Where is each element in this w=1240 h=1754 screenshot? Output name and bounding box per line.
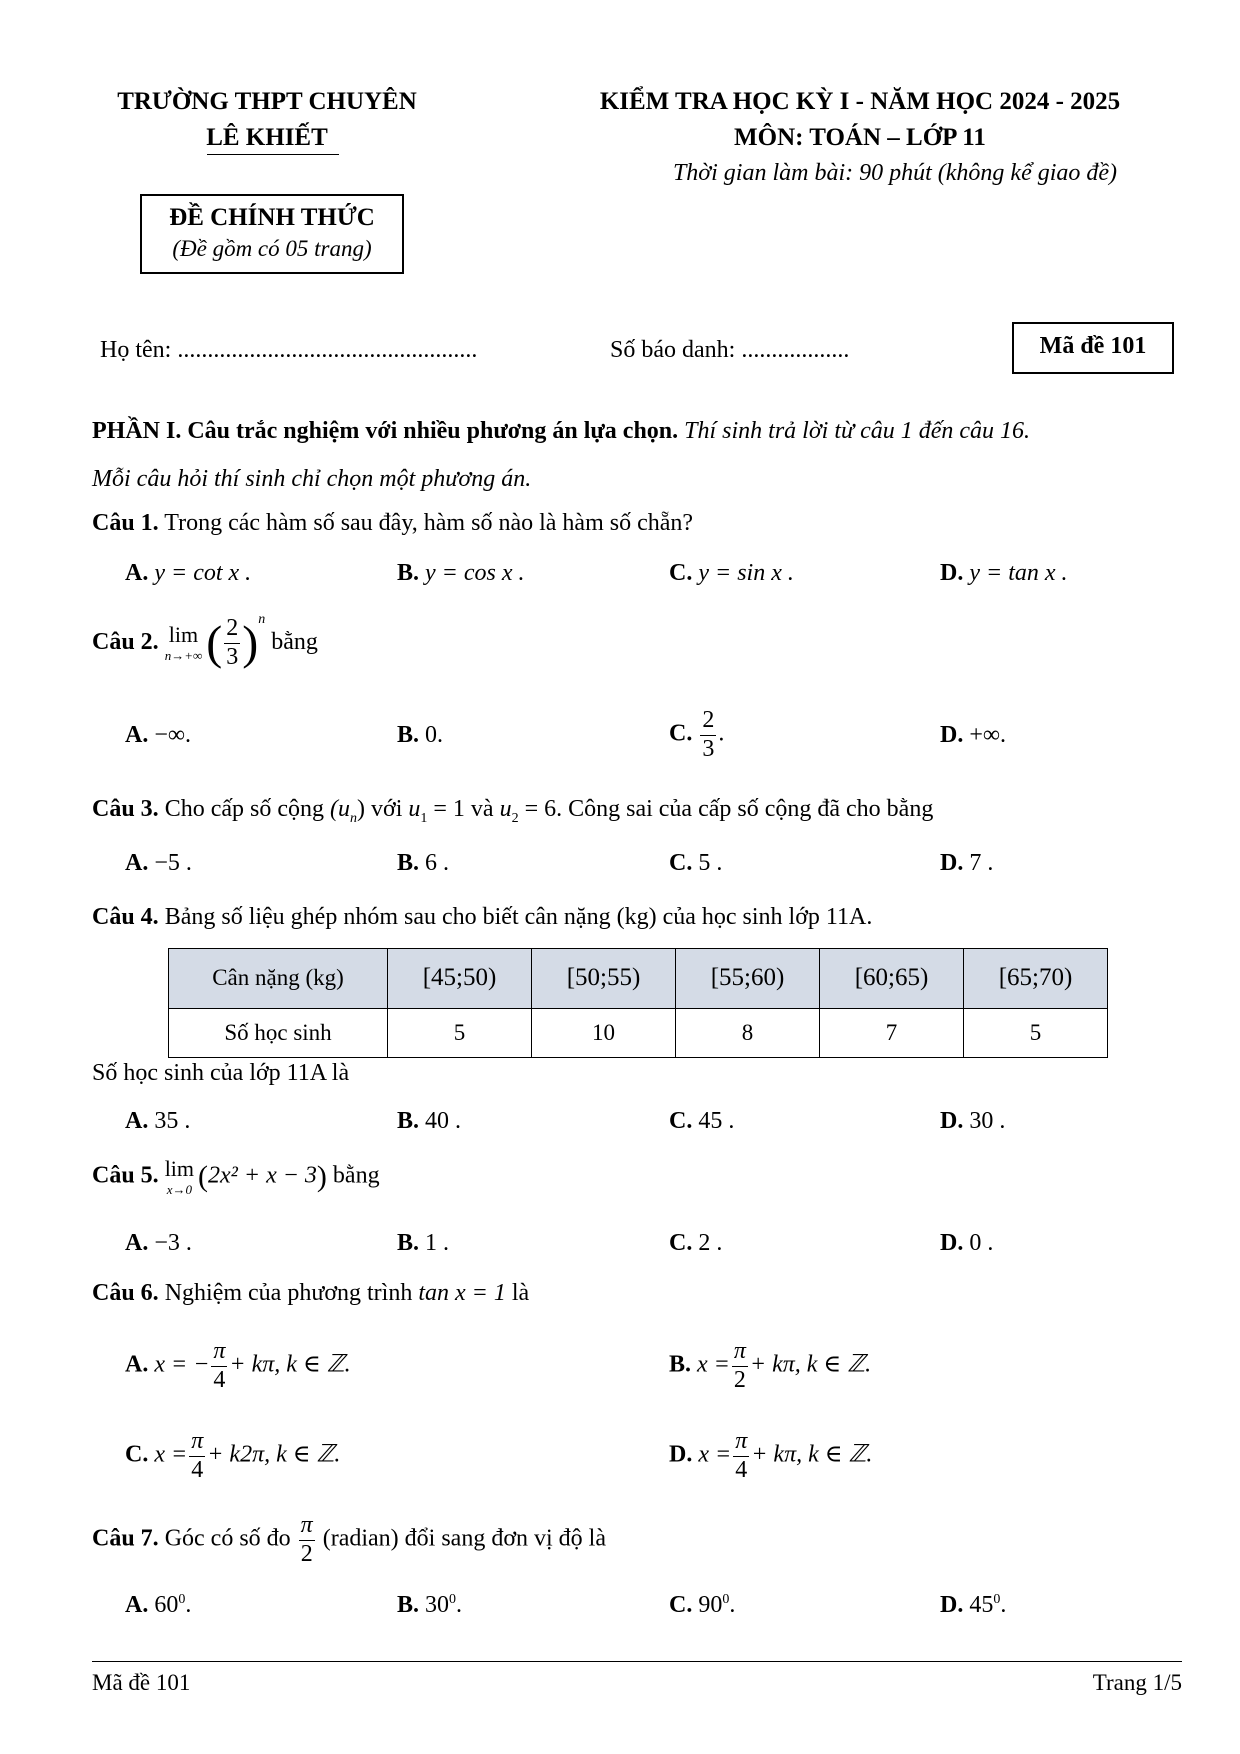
q7-option-a: A. $60^0$. <box>125 1592 192 1618</box>
q2-fraction: $\frac{2}{3}$ <box>226 615 239 670</box>
exam-subject: MÔN: TOÁN – LỚP 11 <box>734 124 986 151</box>
school-name-line2: LÊ KHIẾT <box>206 124 328 151</box>
q7-option-b: B. $30^0$. <box>397 1592 463 1618</box>
q2-limit: lim n→+∞ <box>164 622 203 664</box>
footer-exam-code: Mã đề 101 <box>92 1670 191 1695</box>
table-cell: [65;70) <box>964 949 1108 1009</box>
q7-fraction: $\frac{\pi}{2}$ <box>300 1512 313 1567</box>
q4-option-b: B. 40 . <box>397 1108 462 1134</box>
student-id-field: Số báo danh: .................. <box>610 337 850 363</box>
part1-instruction-1: Thí sinh trả lời từ câu 1 đến câu 16. <box>684 418 1031 444</box>
table-cell: [55;60) <box>676 949 820 1009</box>
q7-label: Câu 7. <box>92 1525 159 1552</box>
q1-label: Câu 1. <box>92 510 159 536</box>
q7-option-c: C. $90^0$. <box>669 1592 736 1618</box>
q5-option-b: B. 1 . <box>397 1230 450 1256</box>
part1-heading <box>92 418 1030 445</box>
table-row <box>169 1008 1108 1057</box>
pages-note: (Đề gồm có 05 trang) <box>172 236 372 261</box>
q3-option-b: B. 6 . <box>397 850 450 876</box>
q3-label: Câu 3. <box>92 796 159 822</box>
school-name-line1: TRƯỜNG THPT CHUYÊN <box>117 88 417 115</box>
q6-equation: tan x = 1 <box>418 1280 506 1306</box>
question-3: Câu 3. Cho cấp số cộng $(u_n)$ với $u_1 = 1$ và $u_2 = 6$. Công sai của cấp số cộng đã cho bằng <box>92 796 934 826</box>
question-1 <box>92 510 693 537</box>
q5-limit: lim x→0 <box>164 1156 195 1197</box>
table-header-row <box>169 949 1108 1009</box>
q3-option-a: A. −5 . <box>125 850 192 876</box>
q5-tail: bằng <box>332 1162 380 1189</box>
exam-duration: Thời gian làm bài: 90 phút (không kể giao đề) <box>672 160 1118 186</box>
table-cell: 7 <box>820 1008 964 1057</box>
question-7: Câu 7. Góc có số đo $\frac{\pi}{2}$ (radian) đổi sang đơn vị độ là <box>92 1512 606 1567</box>
table-cell: [45;50) <box>388 949 532 1009</box>
weight-table <box>168 948 1108 1058</box>
q6-option-b: B. x = $\frac{\pi}{2}$ + kπ, k ∈ ℤ. <box>669 1338 872 1393</box>
q4-option-c: C. 45 . <box>669 1108 735 1134</box>
q2-option-c: C. $\frac{2}{3}$ . <box>669 707 725 762</box>
question-5: Câu 5. lim x→0 (2x² + x − 3) bằng <box>92 1156 380 1197</box>
official-label: ĐỀ CHÍNH THỨC <box>169 204 375 231</box>
q1-option-c: C. y = sin x . <box>669 560 794 586</box>
q3-option-d: D. 7 . <box>940 850 994 876</box>
footer-divider <box>92 1661 1182 1662</box>
table-header-label: Cân nặng (kg) <box>169 949 388 1009</box>
q1-option-a: A. y = cot x . <box>125 560 252 586</box>
q7-option-d: D. $45^0$. <box>940 1592 1007 1618</box>
q2-option-a: A. −∞. <box>125 722 191 748</box>
q6-label: Câu 6. <box>92 1280 159 1306</box>
q1-option-b: B. y = cos x . <box>397 560 525 586</box>
school-underline <box>207 154 339 155</box>
q2-option-b: B. 0. <box>397 722 444 748</box>
q1-option-d: D. y = tan x . <box>940 560 1068 586</box>
part1-instruction-2: Mỗi câu hỏi thí sinh chỉ chọn một phương án. <box>92 466 532 492</box>
table-cell: [60;65) <box>820 949 964 1009</box>
q4-text: Bảng số liệu ghép nhóm sau cho biết cân nặng (kg) của học sinh lớp 11A. <box>164 904 873 930</box>
question-6: Câu 6. Nghiệm của phương trình tan x = 1 là <box>92 1280 530 1306</box>
q6-option-d: D. x = $\frac{\pi}{4}$ + kπ, k ∈ ℤ. <box>669 1428 873 1483</box>
table-cell: 10 <box>532 1008 676 1057</box>
table-cell: [50;55) <box>532 949 676 1009</box>
question-4 <box>92 904 872 931</box>
exam-code: Mã đề 101 <box>1039 333 1147 359</box>
student-name-field: Họ tên: .................................................. <box>100 337 478 363</box>
part1-title: PHẦN I. Câu trắc nghiệm với nhiều phương án lựa chọn. <box>92 418 679 444</box>
q4-question: Số học sinh của lớp 11A là <box>92 1060 350 1086</box>
q2-label: Câu 2. <box>92 629 159 655</box>
q3-option-c: C. 5 . <box>669 850 723 876</box>
q4-label: Câu 4. <box>92 904 159 930</box>
q5-option-d: D. 0 . <box>940 1230 994 1256</box>
table-cell: 8 <box>676 1008 820 1057</box>
q2-tail: bằng <box>271 629 318 655</box>
q5-label: Câu 5. <box>92 1162 159 1189</box>
q5-option-c: C. 2 . <box>669 1230 723 1256</box>
footer-page-number: Trang 1/5 <box>1092 1670 1182 1695</box>
q5-expression: 2x² + x − 3 <box>208 1162 317 1189</box>
q6-option-c: C. x = $\frac{\pi}{4}$ + k2π, k ∈ ℤ. <box>125 1428 341 1483</box>
table-row-label: Số học sinh <box>169 1008 388 1057</box>
table-cell: 5 <box>964 1008 1108 1057</box>
question-2: Câu 2. lim n→+∞ ( $\frac{2}{3}$ )$^n$ bằng <box>92 612 318 670</box>
exam-title: KIỂM TRA HỌC KỲ I - NĂM HỌC 2024 - 2025 <box>599 88 1121 115</box>
q6-option-a: A. x = − $\frac{\pi}{4}$ + kπ, k ∈ ℤ. <box>125 1338 351 1393</box>
table-cell: 5 <box>388 1008 532 1057</box>
q4-option-a: A. 35 . <box>125 1108 191 1134</box>
q2-option-d: D. +∞. <box>940 722 1006 748</box>
q5-option-a: A. −3 . <box>125 1230 192 1256</box>
q1-text: Trong các hàm số sau đây, hàm số nào là hàm số chẵn? <box>164 510 694 536</box>
q4-option-d: D. 30 . <box>940 1108 1006 1134</box>
